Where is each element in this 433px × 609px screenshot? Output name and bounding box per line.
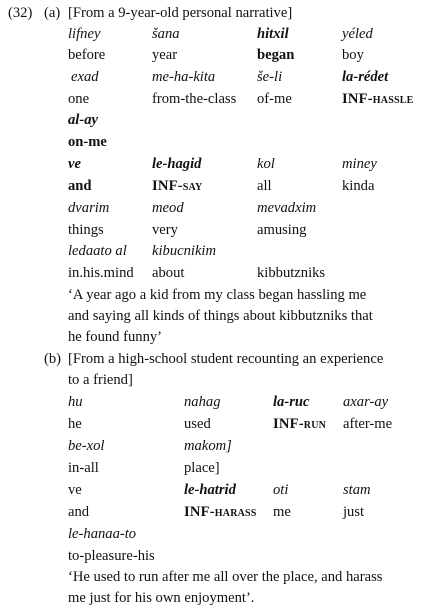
word: dvarim [68, 200, 110, 216]
word: hu [68, 394, 83, 410]
word: hitxil [257, 26, 289, 42]
word: makom] [184, 438, 232, 454]
word: šana [152, 26, 180, 42]
part-b-translation-line-2: me just for his own enjoyment’. [68, 590, 255, 606]
part-a-row-6-words [0, 242, 433, 261]
word: še-li [257, 69, 283, 85]
gloss: boy [342, 47, 364, 63]
example-number: (32) [8, 5, 33, 21]
gloss: INF-harass [184, 504, 257, 520]
gloss: on-me [68, 134, 107, 150]
gloss: just [343, 504, 365, 520]
word: nahag [184, 394, 221, 410]
part-a-row-1-words [0, 25, 433, 44]
gloss: in-all [68, 460, 99, 476]
gloss: place] [184, 460, 220, 476]
gloss: from-the-class [152, 91, 237, 107]
part-b-translation-line-1: ‘He used to run after me all over the place, and harass [68, 569, 383, 585]
gloss: he [68, 416, 82, 432]
part-b-row-3-gloss [0, 503, 433, 522]
word: kol [257, 156, 275, 172]
gloss: INF-say [152, 178, 203, 194]
gloss: me [273, 504, 291, 520]
part-b-label: (b) [44, 351, 62, 367]
part-b-row-2-gloss [0, 459, 433, 478]
part-b-row-1-words [0, 393, 433, 412]
gloss: amusing [257, 222, 307, 238]
word: miney [342, 156, 377, 172]
part-b-row-4-words [0, 525, 433, 544]
word: me-ha-kita [152, 69, 216, 85]
word: lifney [68, 26, 101, 42]
gloss: INF-hassle [342, 91, 414, 107]
part-b-row-4-gloss [0, 547, 433, 566]
word: al-ay [68, 112, 98, 128]
word: axar-ay [343, 394, 389, 410]
gloss: after-me [343, 416, 393, 432]
word: kibucnikim [152, 243, 217, 259]
word: be-xol [68, 438, 105, 454]
word: le-hanaa-to [68, 526, 137, 542]
word: ledaato al [68, 243, 127, 259]
part-a-translation-line-3: he found funny’ [68, 329, 163, 345]
gloss: and [68, 178, 92, 194]
part-a-row-5-words [0, 199, 433, 218]
gloss: in.his.mind [68, 265, 134, 281]
gloss: things [68, 222, 104, 238]
gloss: before [68, 47, 106, 63]
gloss: about [152, 265, 185, 281]
part-b-row-1-gloss [0, 415, 433, 434]
gloss: of-me [257, 91, 292, 107]
gloss: kibbutzniks [257, 265, 326, 281]
part-b-row-2-words [0, 437, 433, 456]
gloss: very [152, 222, 178, 238]
part-a-translation-line-2: and saying all kinds of things about kibbutzniks that [68, 308, 373, 324]
part-a-row-2-gloss [0, 90, 433, 109]
gloss: one [68, 91, 90, 107]
part-a-row-4-gloss [0, 177, 433, 196]
part-a-row-4-words [0, 155, 433, 174]
word: le-hagid [152, 156, 202, 172]
part-a-row-2-words [0, 68, 433, 87]
gloss: to-pleasure-his [68, 548, 155, 564]
part-a-row-6-gloss [0, 264, 433, 283]
part-a-translation-line-1: ‘A year ago a kid from my class began hassling me [68, 287, 367, 303]
part-b-row-3-words [0, 481, 433, 500]
part-a-row-3-words [0, 111, 433, 130]
word: exad [71, 69, 99, 85]
gloss: used [184, 416, 211, 432]
word: la-rédet [342, 69, 389, 85]
part-a-row-5-gloss [0, 221, 433, 240]
word: mevadxim [257, 200, 317, 216]
gloss: all [257, 178, 272, 194]
part-a-label: (a) [44, 5, 61, 21]
word: le-hatrid [184, 482, 236, 498]
word: ve [68, 156, 81, 172]
part-b-context-line-2: to a friend] [68, 372, 133, 388]
word: la-ruc [273, 394, 310, 410]
part-b-context-line-1: [From a high-school student recounting an experience [68, 351, 384, 367]
word: stam [343, 482, 371, 498]
gloss: year [152, 47, 178, 63]
part-a-row-3-gloss [0, 133, 433, 152]
word: oti [273, 482, 289, 498]
gloss: began [257, 47, 295, 63]
part-a-context: [From a 9-year-old personal narrative] [68, 5, 293, 21]
gloss: INF-run [273, 416, 327, 432]
word: ve [68, 482, 82, 498]
gloss: and [68, 504, 90, 520]
word: yéled [342, 26, 373, 42]
part-a-row-1-gloss [0, 46, 433, 65]
word: meod [152, 200, 184, 216]
gloss: kinda [342, 178, 375, 194]
